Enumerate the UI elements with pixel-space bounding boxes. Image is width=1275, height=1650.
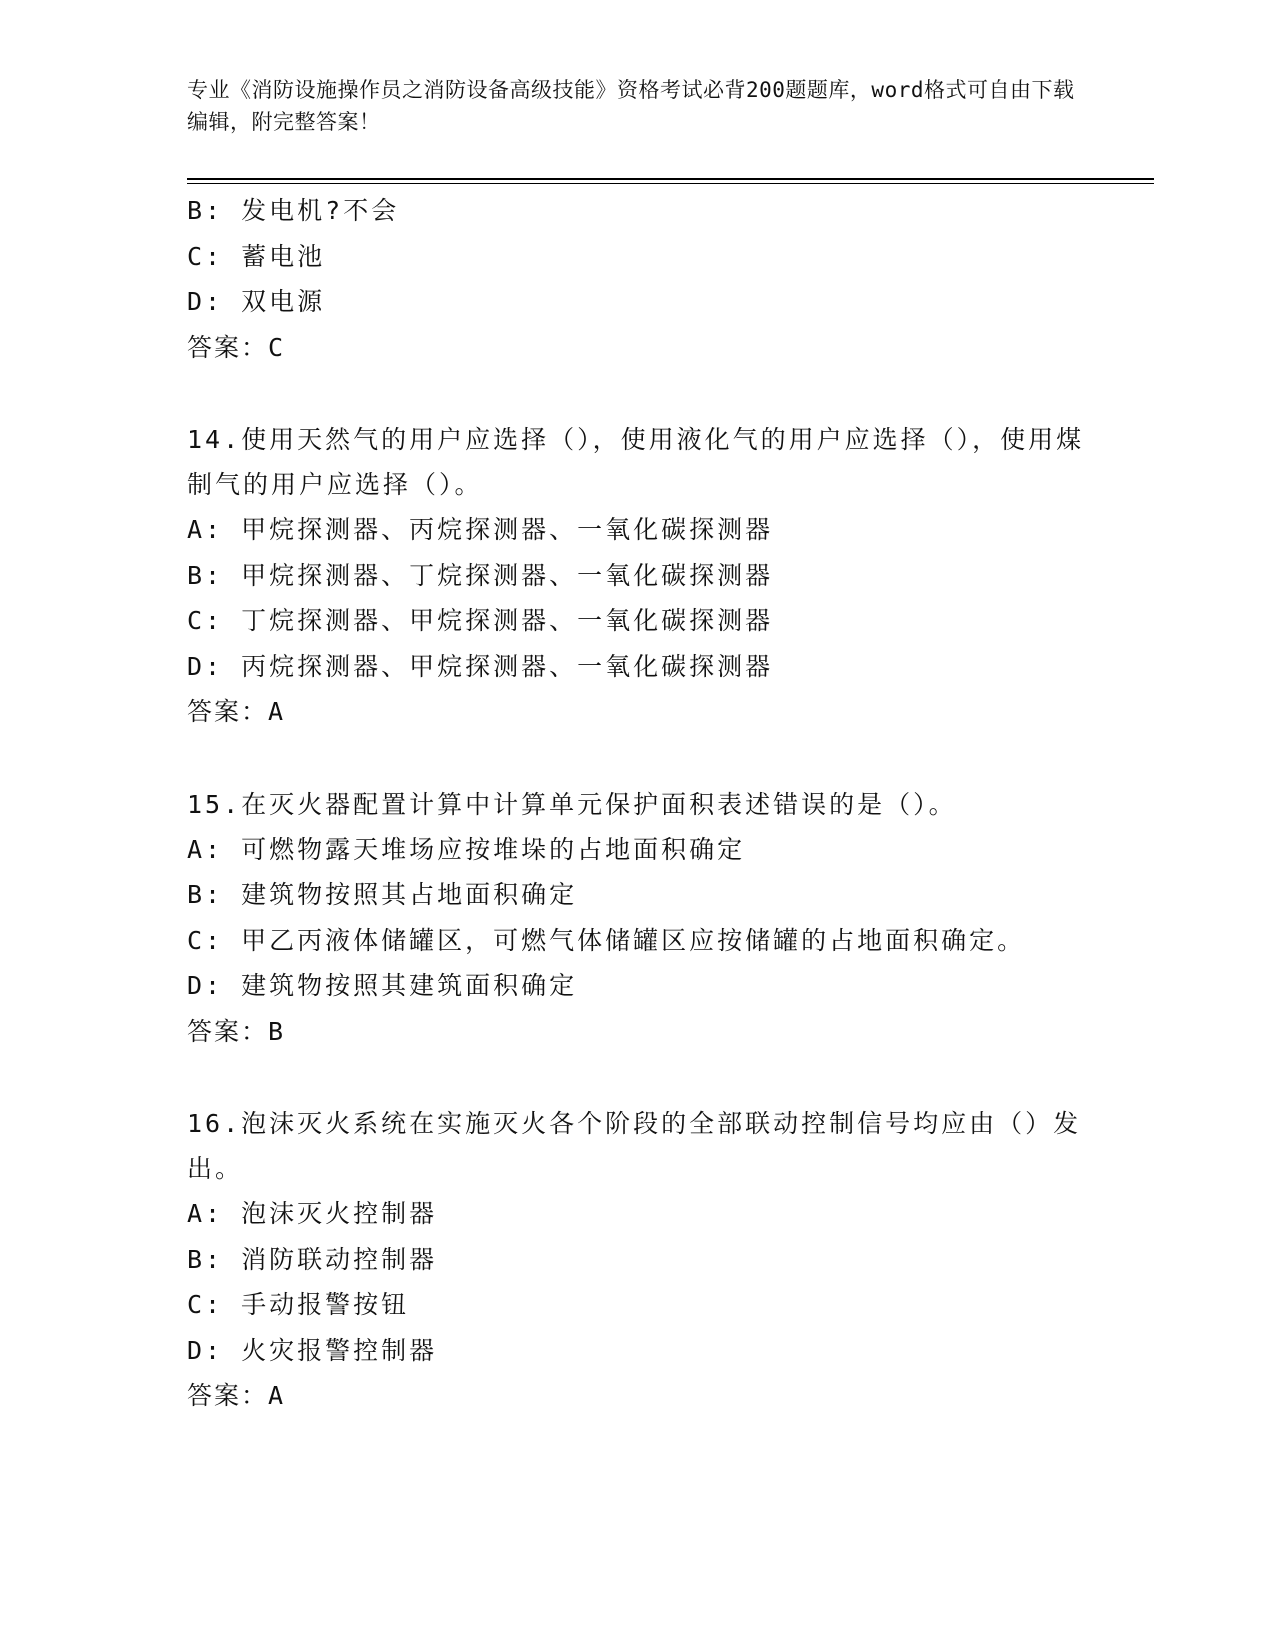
header-rule-thin [187, 183, 1154, 184]
option-a: A: 泡沫灭火控制器 [187, 1199, 438, 1228]
question-14 [187, 417, 1087, 735]
document-header: 专业《消防设施操作员之消防设备高级技能》资格考试必背200题题库，word格式可自由下载编辑，附完整答案！ [187, 78, 1075, 134]
option-c: C: 蓄电池 [187, 241, 326, 271]
option-c: C: 丁烷探测器、甲烷探测器、一氧化碳探测器 [187, 606, 774, 635]
option-a: A: 可燃物露天堆场应按堆垛的占地面积确定 [187, 834, 746, 864]
option-d: D: 双电源 [187, 287, 326, 316]
header-rule-thick [187, 178, 1154, 180]
option-b: B: 消防联动控制器 [187, 1244, 438, 1274]
option-b: B: 甲烷探测器、丁烷探测器、一氧化碳探测器 [187, 560, 774, 590]
question-text: 14.使用天然气的用户应选择（），使用液化气的用户应选择（），使用煤制气的用户应选择（）。 [187, 425, 1085, 499]
option-a: A: 甲烷探测器、丙烷探测器、一氧化碳探测器 [187, 515, 774, 544]
answer-line: 答案：C [187, 332, 286, 362]
question-16 [187, 1101, 1087, 1419]
option-d: D: 丙烷探测器、甲烷探测器、一氧化碳探测器 [187, 651, 774, 681]
continued-question [187, 188, 1087, 370]
answer-line: 答案：A [187, 697, 286, 726]
answer-line: 答案：B [187, 1016, 286, 1046]
answer-line: 答案：A [187, 1381, 286, 1410]
question-15 [187, 782, 1087, 1055]
option-b: B: 建筑物按照其占地面积确定 [187, 880, 578, 909]
option-d: D: 建筑物按照其建筑面积确定 [187, 971, 578, 1000]
option-d: D: 火灾报警控制器 [187, 1335, 438, 1365]
question-text: 15.在灭火器配置计算中计算单元保护面积表述错误的是（）。 [187, 789, 957, 819]
question-list [187, 188, 1087, 1419]
option-c: C: 甲乙丙液体储罐区，可燃气体储罐区应按储罐的占地面积确定。 [187, 925, 1026, 955]
option-b: B: 发电机?不会 [187, 196, 400, 225]
option-c: C: 手动报警按钮 [187, 1290, 410, 1319]
question-text: 16.泡沫灭火系统在实施灭火各个阶段的全部联动控制信号均应由（）发出。 [187, 1109, 1082, 1183]
